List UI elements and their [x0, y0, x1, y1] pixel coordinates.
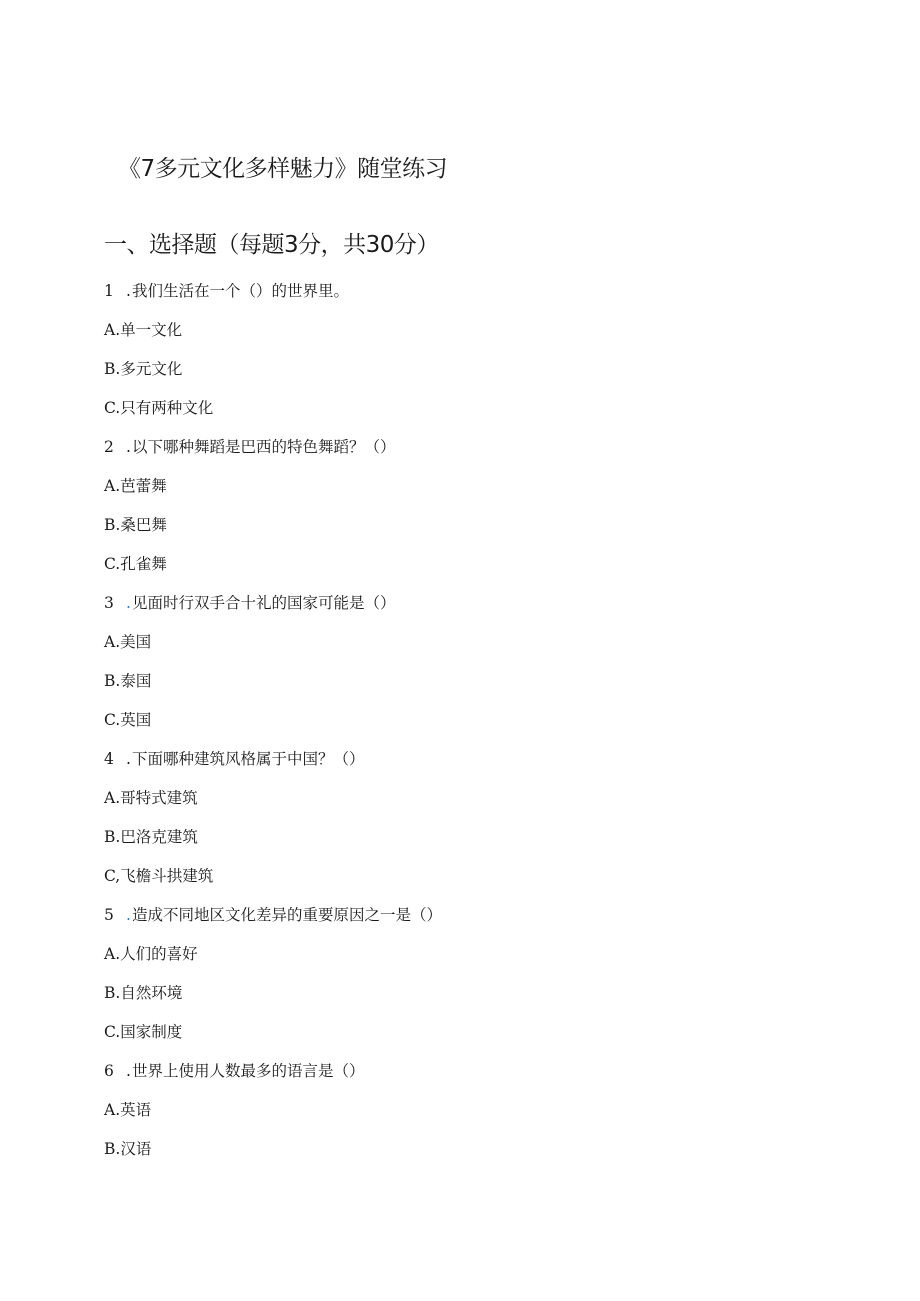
- question-dot: .: [126, 438, 131, 456]
- option-5c: C.国家制度: [104, 1023, 183, 1041]
- option-5b: B.自然环境: [104, 984, 183, 1002]
- question-5: [104, 905, 442, 925]
- option-4c: C,飞檐斗拱建筑: [104, 867, 214, 885]
- option-5a: A.人们的喜好: [104, 945, 198, 963]
- question-text: 以下哪种舞蹈是巴西的特色舞蹈？（）: [131, 438, 396, 456]
- question-1: [104, 281, 349, 301]
- question-text: 造成不同地区文化差异的重要原因之一是（）: [131, 906, 442, 924]
- option-1b: B.多元文化: [104, 360, 183, 378]
- option-1c: C.只有两种文化: [104, 399, 214, 417]
- question-dot: .: [126, 594, 131, 612]
- question-dot: .: [126, 906, 131, 924]
- question-dot: .: [126, 1062, 131, 1080]
- question-text: 见面时行双手合十礼的国家可能是（）: [131, 594, 396, 612]
- question-number: 4: [104, 750, 114, 768]
- question-number: 5: [104, 906, 114, 924]
- section-heading: 一、选择题（每题3分，共30分）: [104, 232, 439, 258]
- option-3c: C.英国: [104, 711, 152, 729]
- question-3: [104, 593, 395, 613]
- option-2a: A.芭蕾舞: [104, 477, 167, 495]
- option-2c: C.孔雀舞: [104, 555, 167, 573]
- option-2b: B.桑巴舞: [104, 516, 167, 534]
- option-1a: A.单一文化: [104, 321, 183, 339]
- option-4a: A.哥特式建筑: [104, 789, 198, 807]
- question-4: [104, 749, 364, 769]
- question-text: 我们生活在一个（）的世界里。: [131, 282, 349, 300]
- option-3a: A.美国: [104, 633, 152, 651]
- document-title: 《7多元文化多样魅力》随堂练习: [118, 156, 448, 182]
- question-dot: .: [126, 282, 131, 300]
- option-6a: A.英语: [104, 1101, 152, 1119]
- question-2: [104, 437, 395, 457]
- option-4b: B.巴洛克建筑: [104, 828, 198, 846]
- question-number: 6: [104, 1062, 114, 1080]
- question-number: 3: [104, 594, 114, 612]
- option-6b: B.汉语: [104, 1140, 152, 1158]
- question-dot: .: [126, 750, 131, 768]
- question-number: 1: [104, 282, 114, 300]
- question-text: 下面哪种建筑风格属于中国？（）: [131, 750, 365, 768]
- option-3b: B.泰国: [104, 672, 152, 690]
- question-number: 2: [104, 438, 114, 456]
- question-text: 世界上使用人数最多的语言是（）: [131, 1062, 365, 1080]
- question-6: [104, 1061, 364, 1081]
